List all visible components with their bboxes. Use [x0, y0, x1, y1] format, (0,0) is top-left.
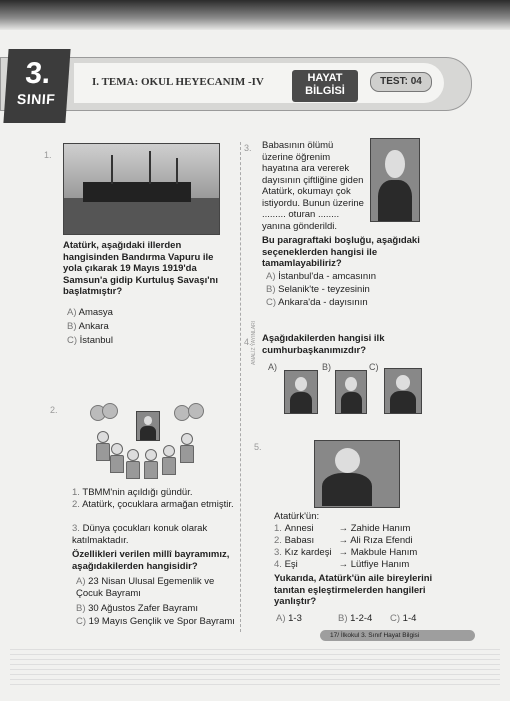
q2-option-b: B) 30 Ağustos Zafer Bayramı	[76, 603, 198, 614]
page-bottom-lines	[10, 645, 500, 685]
subject-badge	[292, 70, 358, 102]
subject-line-2: BİLGİSİ	[305, 85, 345, 97]
children-balloons-illustration	[88, 403, 208, 485]
q3-question: Bu paragraftaki boşluğu, aşağıdaki seçeneklerden hangisi ile tamamlayabiliriz?	[262, 235, 420, 269]
q3-option-c: C) Ankara'da - dayısının	[266, 297, 368, 308]
q4-number: 4.	[244, 337, 252, 347]
option-c-portrait	[384, 368, 422, 414]
q5-number: 5.	[254, 442, 262, 452]
q4-label-b: B)	[322, 362, 331, 372]
q1-option-b: B) Ankara	[67, 321, 109, 332]
grade-label: SINIF	[16, 91, 56, 107]
q5-heading: Atatürk'ün:	[274, 511, 320, 522]
q1-number: 1.	[44, 150, 52, 160]
q2-number: 2.	[50, 405, 58, 415]
q3-text: Babasının ölümü üzerine öğrenim hayatına ara vererek dayısının çiftliğine giden Atatürk, okumayı çok istiyordu. Bunun üzerine ......... oturan ........ yanına gönderildi.	[262, 140, 364, 232]
q2-option-a: A) 23 Nisan Ulusal Egemenlik ve Çocuk Bayramı	[76, 576, 215, 599]
theme-title: I. TEMA: OKUL HEYECANIM -IV	[92, 76, 264, 88]
q5-pair-4: 4. Eşi → Lütfiye Hanım	[274, 559, 410, 570]
column-divider	[240, 142, 241, 632]
subject-line-1: HAYAT	[307, 72, 343, 84]
test-number: TEST: 04	[370, 72, 432, 92]
grade-badge	[3, 49, 70, 123]
page-footer: 17/ İlkokul 3. Sınıf Hayat Bilgisi	[320, 630, 475, 641]
scan-shadow	[0, 0, 510, 30]
q4-question: Aşağıdakilerden hangisi ilk cumhurbaşkanımızdır?	[262, 333, 385, 356]
q1-option-a: A) Amasya	[67, 307, 113, 318]
q5-option-c: C) 1-4	[390, 613, 417, 624]
option-a-portrait	[284, 370, 318, 414]
q3-option-a: A) İstanbul'da - amcasının	[266, 271, 377, 282]
q2-item-1: 1. TBMM'nin açıldığı gündür.	[72, 487, 193, 498]
worksheet-header	[0, 45, 470, 125]
q5-pair-1: 1. Annesi → Zahide Hanım	[274, 523, 411, 534]
q5-option-b: B) 1-2-4	[338, 613, 373, 624]
q5-option-a: A) 1-3	[276, 613, 302, 624]
q1-text: Atatürk, aşağıdaki illerden hangisinden Bandırma Vapuru ile yola çıkarak 19 Mayıs 1919'da Samsun'a gidip Kurtuluş Savaşı'nı başlatmıştır?	[63, 240, 218, 297]
bandirma-ship-photo	[63, 143, 220, 235]
q5-pair-2: 2. Babası → Ali Rıza Efendi	[274, 535, 413, 546]
q2-question: Özellikleri verilen millî bayramımız, aşağıdakilerden hangisidir?	[72, 549, 230, 572]
option-b-portrait	[335, 370, 367, 414]
q2-option-c: C) 19 Mayıs Gençlik ve Spor Bayramı	[76, 616, 235, 627]
young-ataturk-photo	[370, 138, 420, 222]
q4-label-c: C)	[369, 362, 379, 372]
q3-option-b: B) Selanik'te - teyzesinin	[266, 284, 370, 295]
q1-option-c: C) İstanbul	[67, 335, 113, 346]
q2-item-3: 3. Dünya çocukları konuk olarak katılmaktadır.	[72, 523, 208, 546]
q4-label-a: A)	[268, 362, 277, 372]
q2-item-2: 2. Atatürk, çocuklara armağan etmiştir.	[72, 499, 234, 510]
q3-number: 3.	[244, 143, 252, 153]
grade-number: 3.	[24, 57, 52, 90]
q5-pair-3: 3. Kız kardeşi → Makbule Hanım	[274, 547, 418, 558]
ataturk-writing-photo	[314, 440, 400, 508]
ataturk-portrait-small	[136, 411, 160, 441]
side-brand: ANALİZ YAYINLARI	[251, 320, 257, 365]
q5-question: Yukarıda, Atatürk'ün aile bireylerini tanıtan eşleştirmelerden hangileri yanlıştır?	[274, 573, 433, 607]
